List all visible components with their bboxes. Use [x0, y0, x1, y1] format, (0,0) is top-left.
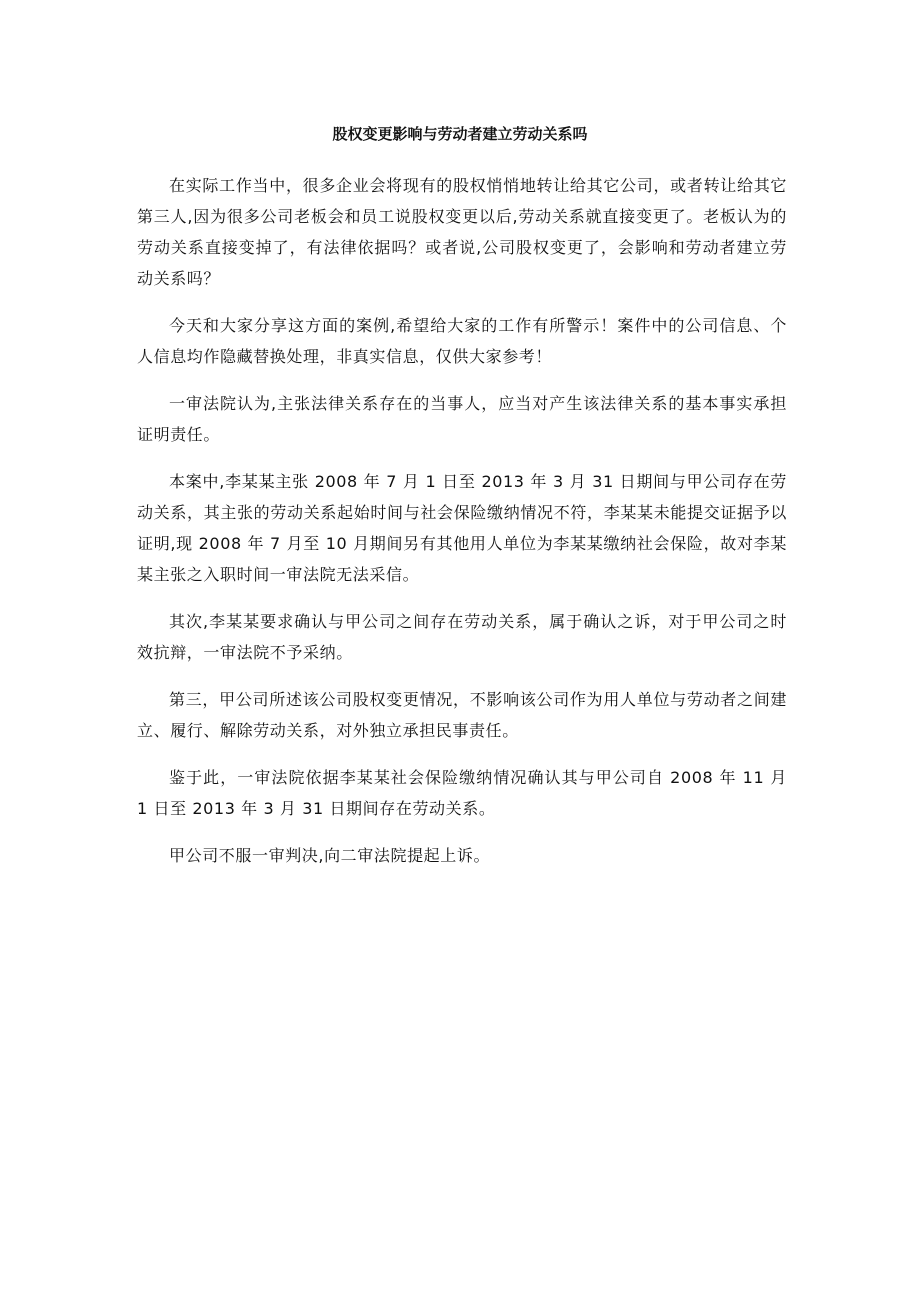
paragraph: 一审法院认为,主张法律关系存在的当事人，应当对产生该法律关系的基本事实承担证明责任。: [137, 394, 787, 444]
document-body: [137, 170, 787, 887]
paragraph: 其次,李某某要求确认与甲公司之间存在劳动关系，属于确认之诉，对于甲公司之时效抗辩，一审法院不予采纳。: [137, 612, 787, 662]
paragraph: 本案中,李某某主张 2008 年 7 月 1 日至 2013 年 3 月 31 日期间与甲公司存在劳动关系，其主张的劳动关系起始时间与社会保险缴纳情况不符，李某某未能提交证据予以证明,现 2008 年 7 月至 10 月期间另有其他用人单位为李某某缴纳社会保险，故对李某某主张之入职时间一审法院无法采信。: [137, 472, 787, 584]
paragraph: 鉴于此，一审法院依据李某某社会保险缴纳情况确认其与甲公司自 2008 年 11 月 1 日至 2013 年 3 月 31 日期间存在劳动关系。: [137, 768, 787, 818]
paragraph: 今天和大家分享这方面的案例,希望给大家的工作有所警示！案件中的公司信息、个人信息均作隐藏替换处理，非真实信息，仅供大家参考！: [137, 316, 787, 366]
document-title: 股权变更影响与劳动者建立劳动关系吗: [332, 125, 588, 143]
paragraph: 第三，甲公司所述该公司股权变更情况，不影响该公司作为用人单位与劳动者之间建立、履行、解除劳动关系，对外独立承担民事责任。: [137, 690, 787, 740]
paragraph: 甲公司不服一审判决,向二审法院提起上诉。: [169, 846, 491, 865]
paragraph: 在实际工作当中，很多企业会将现有的股权悄悄地转让给其它公司，或者转让给其它第三人,因为很多公司老板会和员工说股权变更以后,劳动关系就直接变更了。老板认为的劳动关系直接变掉了，有法律依据吗？或者说,公司股权变更了，会影响和劳动者建立劳动关系吗？: [137, 176, 787, 288]
